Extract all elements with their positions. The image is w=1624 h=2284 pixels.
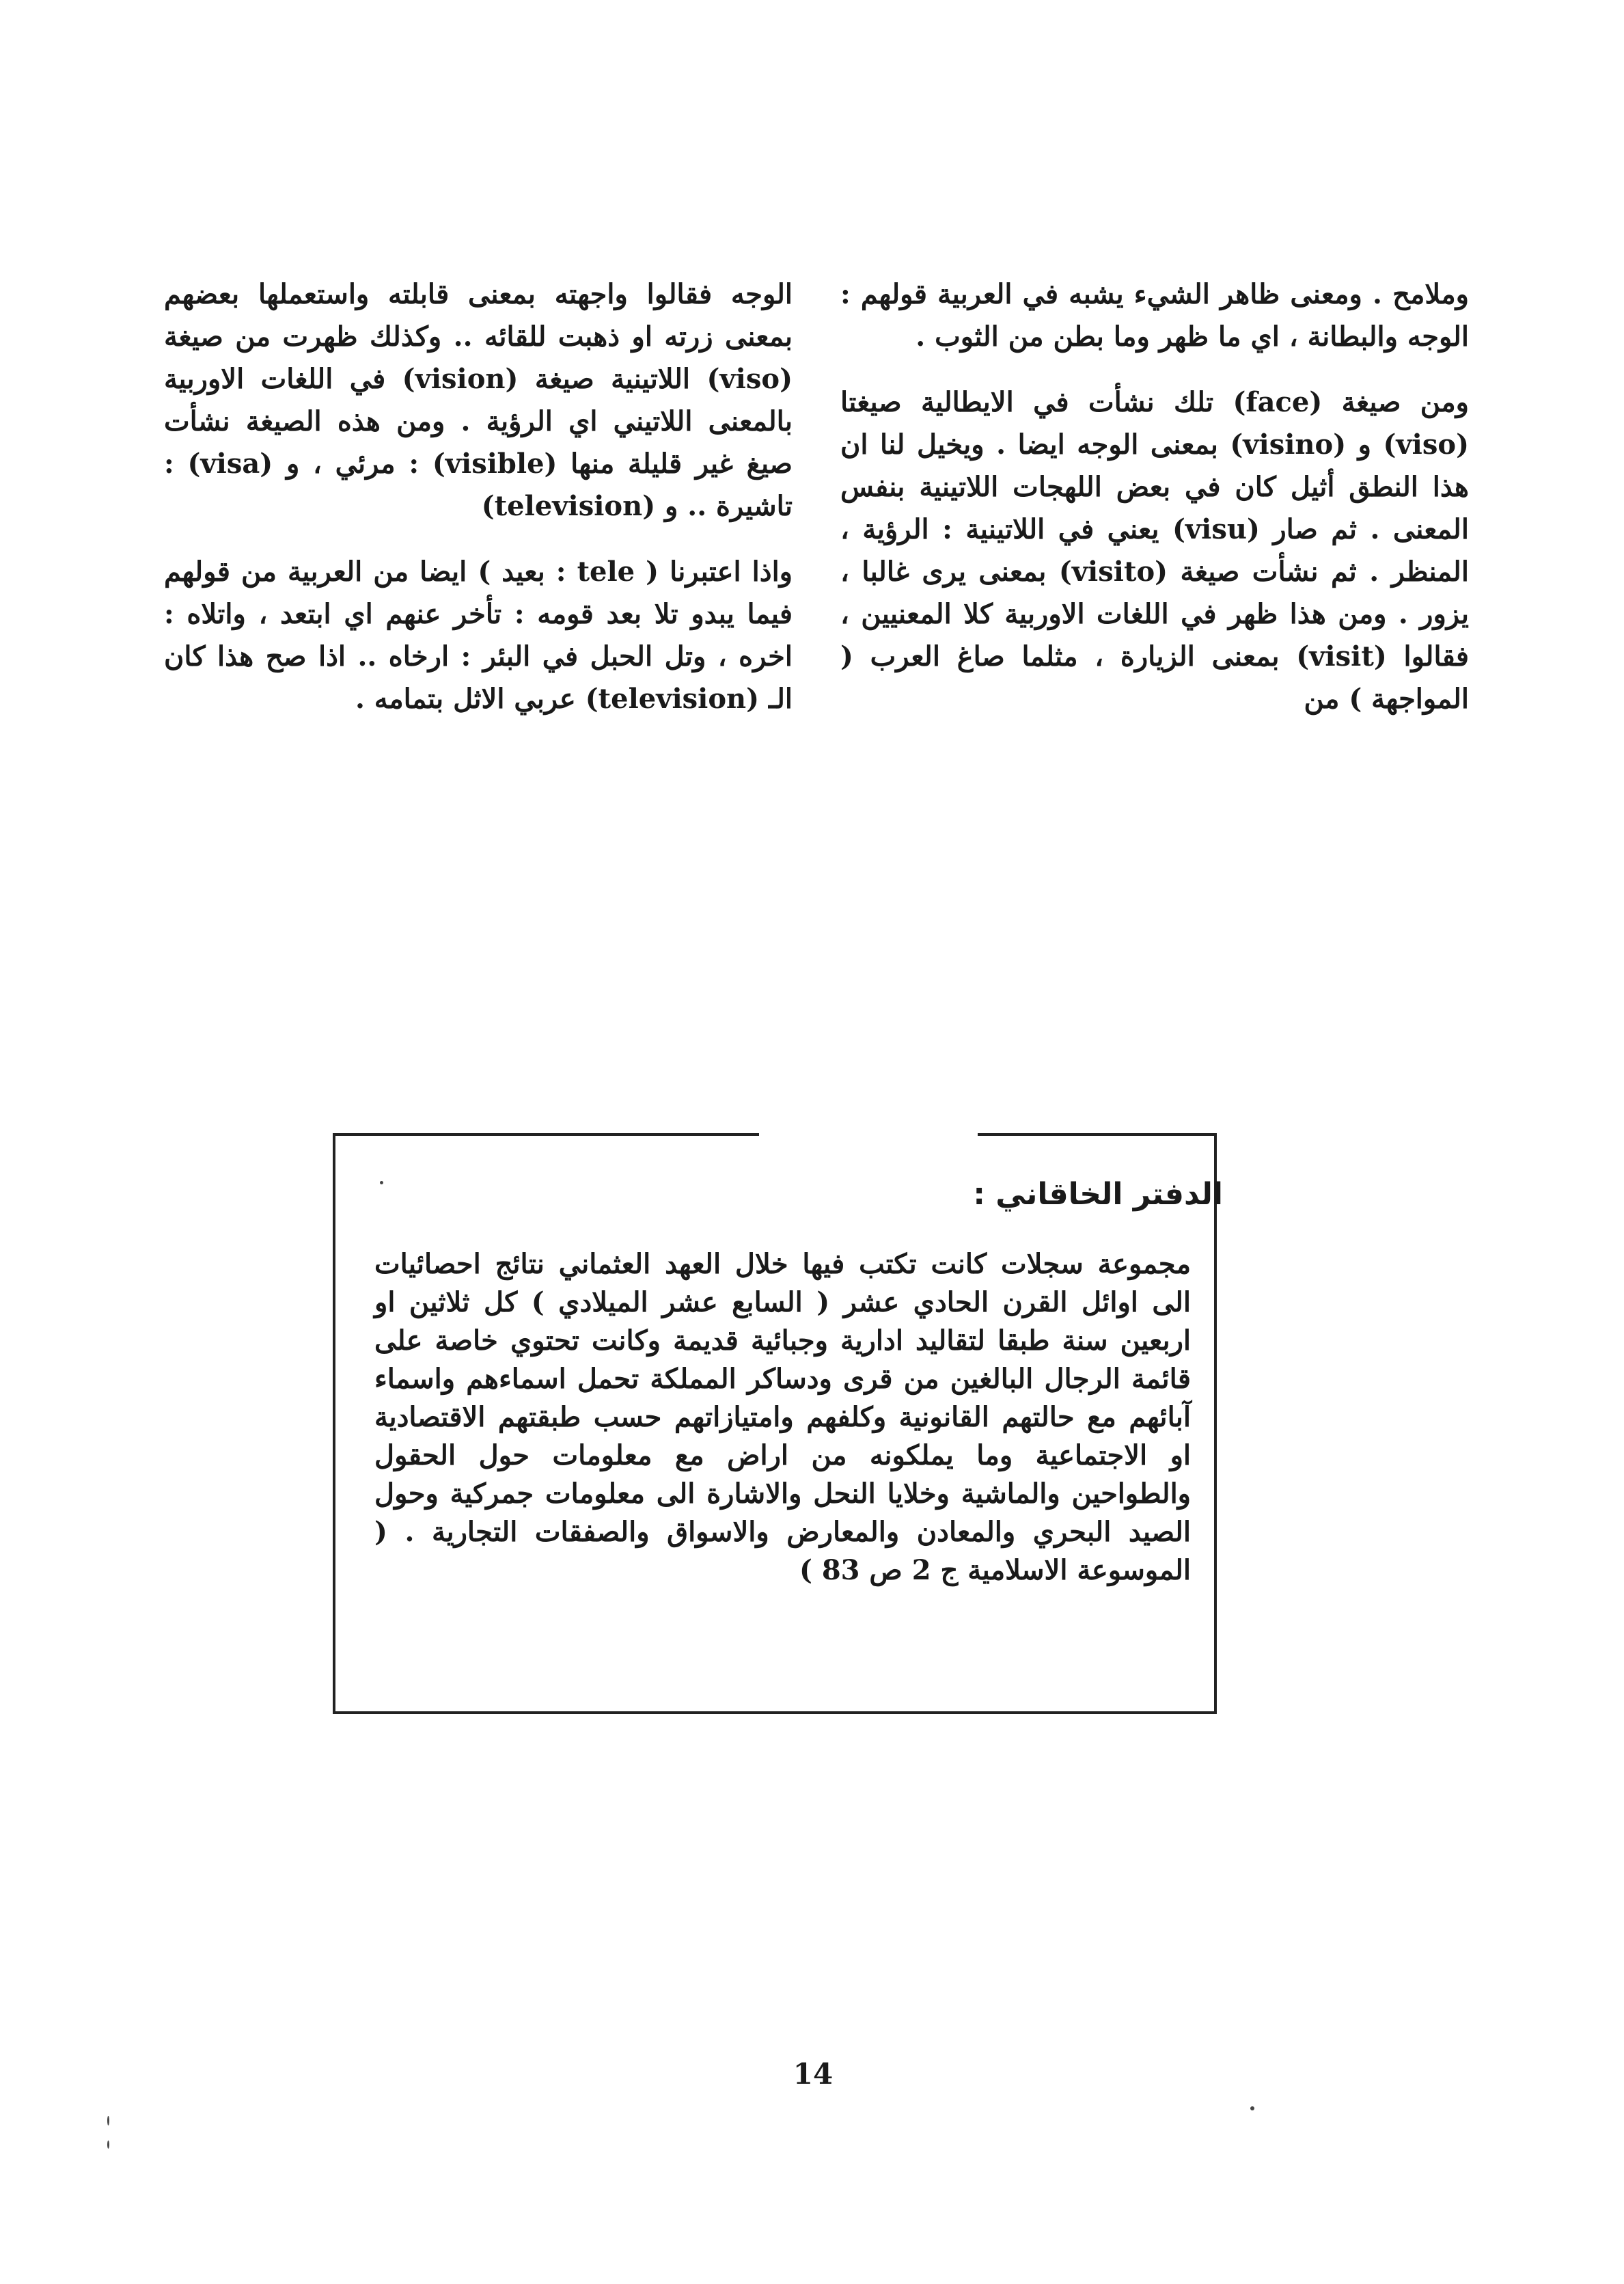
text-column-right	[840, 273, 1469, 720]
frame-right-rule	[1214, 1133, 1217, 1711]
scan-speck	[1250, 2106, 1254, 2110]
text-column-left	[164, 273, 793, 720]
definition-box-title: الدفتر الخاقاني :	[973, 1177, 1223, 1212]
paragraph: الوجه فقالوا واجهته بمعنى قابلته واستعملها بعضهم بمعنى زرته او ذهبت للقائه .. وكذلك ظهرت من صيغة (viso) اللاتينية صيغة (vision) في اللغات الاوربية بالمعنى اللاتيني اي الرؤية . ومن هذه الصيغة نشأت صيغ غير قليلة منها (visible) : مرئي ، و (visa) : تاشيرة .. و (television)	[164, 278, 793, 522]
frame-top-right-rule	[978, 1133, 1217, 1136]
definition-box-body: مجموعة سجلات كانت تكتب فيها خلال العهد العثماني نتائج احصائيات الى اوائل القرن الحادي عشر ( السابع عشر الميلادي ) كل ثلاثين او اربعين سنة طبقا لتقاليد ادارية وجبائية قديمة وكانت تحتوي خاصة على قائمة الرجال البالغين من قرى ودساكر المملكة تحمل اسماءهم واسماء آبائهم مع حالتهم القانونية وكلفهم وامتيازاتهم حسب طبقتهم الاقتصادية او الاجتماعية وما يملكونه من اراض مع معلومات حول الحقول والطواحين والماشية وخلايا النحل والاشارة الى معلومات جمركية وحول الصيد البحري والمعادن والمعارض والاسواق والصفقات التجارية . ( الموسوعة الاسلامية ج 2 ص 83 )	[374, 1248, 1192, 1586]
scan-speck	[380, 1181, 383, 1184]
scan-speck	[107, 2140, 109, 2149]
frame-top-left-rule	[335, 1133, 759, 1136]
paragraph: وملامح . ومعنى ظاهر الشيء يشبه في العربية قولهم : الوجه والبطانة ، اي ما ظهر وما بطن من الثوب .	[840, 278, 1469, 353]
paragraph: ومن صيغة (face) تلك نشأت في الايطالية صيغتا (viso) و (visino) بمعنى الوجه ايضا . ويخيل لنا ان هذا النطق أثيل كان في بعض اللهجات اللاتينية بنفس المعنى . ثم صار (visu) يعني في اللاتينية : الرؤية ، المنظر . ثم نشأت صيغة (visito) بمعنى يرى غالبا ، يزور . ومن هذا ظهر في اللغات الاوربية كلا المعنيين ، فقالوا (visit) بمعنى الزيارة ، مثلما صاغ العرب ( المواجهة ) من	[840, 386, 1469, 715]
paragraph: واذا اعتبرنا ( tele : بعيد ) ايضا من العربية من قولهم فيما يبدو تلا بعد قومه : تأخر عنهم اي ابتعد ، واتلاه : اخره ، وتل الحبل في البئر : ارخاه .. اذا صح هذا كان الـ (television) عربي الاثل بتمامه .	[164, 556, 793, 715]
page-number: 14	[793, 2057, 834, 2091]
scan-speck	[107, 2116, 109, 2125]
